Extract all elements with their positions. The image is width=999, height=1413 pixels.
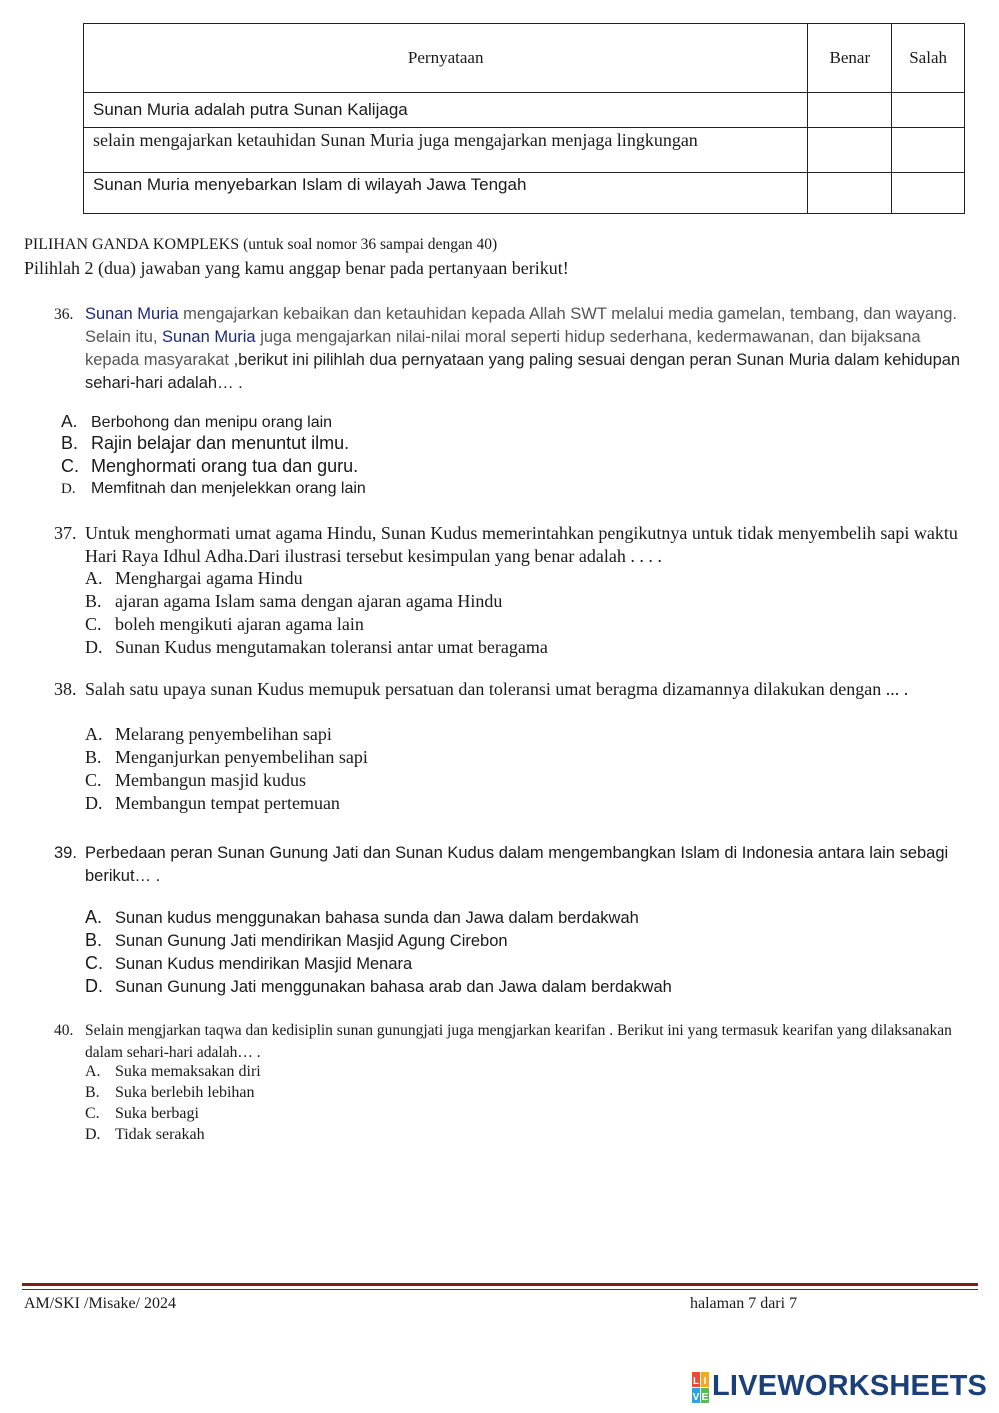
option-text: Sunan kudus menggunakan bahasa sunda dan Jawa dalam berdakwah — [115, 909, 639, 927]
logo-letter: L — [692, 1376, 700, 1387]
option-text: Membangun masjid kudus — [115, 770, 306, 790]
option-text: Sunan Kudus mengutamakan toleransi antar umat beragama — [115, 637, 548, 657]
option-letter: C. — [61, 456, 79, 476]
option-c[interactable] — [85, 953, 412, 974]
brand-name[interactable]: LIVEWORKSHEETS — [712, 1370, 988, 1402]
text-part: juga mengajarkan nilai-nilai moral seperti hidup sederhana, kedermawanan, dan bijaksana kepada masyarakat — [85, 328, 921, 369]
option-a[interactable] — [61, 411, 332, 432]
option-letter: B. — [61, 433, 79, 453]
option-a[interactable] — [85, 568, 303, 589]
option-text: Membangun tempat pertemuan — [115, 793, 340, 813]
option-letter: D. — [85, 976, 103, 996]
option-b[interactable] — [85, 930, 508, 951]
statement-text: Sunan Muria adalah putra Sunan Kalijaga — [84, 93, 808, 128]
option-text: Suka berlebih lebihan — [115, 1084, 255, 1101]
question-text: Perbedaan peran Sunan Gunung Jati dan Sunan Kudus dalam mengembangkan Islam di Indonesia antara lain sebagi berikut… . — [85, 844, 949, 885]
question-36 — [54, 303, 976, 395]
option-text: ajaran agama Islam sama dengan ajaran agama Hindu — [115, 591, 503, 611]
question-number: 37. — [54, 523, 77, 543]
option-text: Menganjurkan penyembelihan sapi — [115, 747, 368, 767]
option-letter: A. — [85, 907, 103, 927]
option-a[interactable] — [85, 724, 332, 745]
option-b[interactable] — [85, 747, 368, 768]
option-letter: A. — [85, 568, 103, 588]
liveworksheets-logo-icon — [692, 1372, 710, 1404]
statement-text: selain mengajarkan ketauhidan Sunan Muria juga mengajarkan menjaga lingkungan — [84, 128, 808, 173]
option-text: Berbohong dan menipu orang lain — [91, 414, 333, 431]
option-d[interactable] — [85, 1126, 205, 1144]
option-d[interactable] — [61, 480, 366, 498]
answer-false-cell[interactable] — [892, 128, 965, 173]
footer-code: AM/SKI /Misake/ 2024 — [24, 1295, 176, 1312]
option-text: Rajin belajar dan menuntut ilmu. — [91, 433, 350, 453]
option-letter: A. — [85, 724, 103, 744]
question-number: 40. — [54, 1022, 74, 1039]
table-row — [84, 173, 965, 214]
logo-letter: E — [701, 1392, 709, 1403]
option-letter: C. — [85, 1105, 100, 1122]
option-b[interactable] — [61, 433, 349, 454]
option-d[interactable] — [85, 793, 340, 814]
option-letter: B. — [85, 591, 102, 611]
option-c[interactable] — [85, 1105, 199, 1123]
statement-text: Sunan Muria menyebarkan Islam di wilayah Jawa Tengah — [84, 173, 808, 214]
option-letter: D. — [85, 1126, 101, 1143]
option-c[interactable] — [85, 614, 364, 635]
header-statement: Pernyataan — [84, 24, 808, 93]
statement-table — [83, 23, 965, 214]
question-number: 39. — [54, 844, 77, 862]
option-letter: B. — [85, 747, 102, 767]
option-b[interactable] — [85, 1084, 255, 1102]
question-text — [85, 303, 976, 395]
option-text: Sunan Gunung Jati menggunakan bahasa arab dan Jawa dalam berdakwah — [115, 978, 672, 996]
option-d[interactable] — [85, 976, 672, 997]
option-text: boleh mengikuti ajaran agama lain — [115, 614, 364, 634]
question-number: 36. — [54, 306, 74, 323]
table-row — [84, 93, 965, 128]
text-part: mengajarkan kebaikan dan ketauhidan kepada Allah SWT melalui media gamelan, tembang, dan wayang. Selain itu, — [85, 305, 958, 346]
option-text: Menghormati orang tua dan guru. — [91, 456, 359, 476]
option-letter: B. — [85, 1084, 100, 1101]
header-true: Benar — [808, 24, 892, 93]
footer-rule-thin — [22, 1289, 978, 1290]
option-text: Sunan Gunung Jati mendirikan Masjid Agung Cirebon — [115, 932, 508, 950]
answer-false-cell[interactable] — [892, 173, 965, 214]
option-c[interactable] — [85, 770, 306, 791]
question-text: Selain mengjarkan taqwa dan kedisiplin sunan gunungjati juga mengjarkan kearifan . Berikut ini yang termasuk kearifan yang dilaksanakan dalam sehari-hari adalah… . — [85, 1022, 952, 1061]
option-letter: C. — [85, 614, 102, 634]
question-text: Salah satu upaya sunan Kudus memupuk persatuan dan toleransi umat beragma dizamannya dilakukan dengan ... . — [85, 679, 909, 699]
footer-page-number: halaman 7 dari 7 — [690, 1295, 798, 1312]
option-text: Memfitnah dan menjelekkan orang lain — [91, 480, 366, 497]
option-b[interactable] — [85, 591, 502, 612]
option-letter: C. — [85, 953, 103, 973]
option-text: Suka berbagi — [115, 1105, 199, 1122]
option-text: Melarang penyembelihan sapi — [115, 724, 332, 744]
logo-letter: V — [692, 1392, 700, 1403]
header-false: Salah — [892, 24, 965, 93]
section-heading-note: (untuk soal nomor 36 sampai dengan 40) — [243, 236, 498, 253]
question-text: Untuk menghormati umat agama Hindu, Sunan Kudus memerintahkan pengikutnya untuk tidak menyembelih sapi waktu Hari Raya Idhul Adha.Dari ilustrasi tersebut kesimpulan yang benar adalah . . . . — [85, 523, 958, 566]
text-part: ,berikut ini pilihlah dua pernyataan yang paling sesuai dengan peran Sunan Muria dalam kehidupan sehari-hari adalah… . — [85, 351, 961, 392]
footer-rule — [22, 1283, 978, 1286]
option-a[interactable] — [85, 907, 639, 928]
option-text: Menghargai agama Hindu — [115, 568, 303, 588]
logo-letter: I — [703, 1376, 707, 1387]
answer-true-cell[interactable] — [808, 128, 892, 173]
option-d[interactable] — [85, 637, 548, 658]
question-39 — [54, 842, 976, 888]
highlight-name: Sunan Muria — [85, 305, 179, 323]
highlight-name: Sunan Muria — [162, 328, 256, 346]
option-letter: A. — [85, 1063, 101, 1080]
section-heading-main: PILIHAN GANDA KOMPLEKS — [24, 236, 240, 253]
question-number: 38. — [54, 679, 77, 699]
question-37 — [54, 522, 976, 568]
option-letter: C. — [85, 770, 102, 790]
option-a[interactable] — [85, 1063, 261, 1081]
section-instruction: Pilihlah 2 (dua) jawaban yang kamu anggap benar pada pertanyaan berikut! — [24, 258, 569, 278]
option-text: Suka memaksakan diri — [115, 1063, 261, 1080]
answer-true-cell[interactable] — [808, 93, 892, 128]
answer-true-cell[interactable] — [808, 173, 892, 214]
option-letter: D. — [61, 481, 76, 497]
option-text: Sunan Kudus mendirikan Masjid Menara — [115, 955, 413, 973]
option-letter: A. — [61, 411, 78, 431]
table-header-row — [84, 24, 965, 93]
option-text: Tidak serakah — [115, 1126, 205, 1143]
answer-false-cell[interactable] — [892, 93, 965, 128]
option-c[interactable] — [61, 456, 358, 477]
question-38 — [54, 678, 976, 701]
option-letter: D. — [85, 637, 103, 657]
option-letter: D. — [85, 793, 103, 813]
option-letter: B. — [85, 930, 103, 950]
question-40 — [54, 1020, 976, 1063]
section-heading — [24, 236, 497, 254]
table-row — [84, 128, 965, 173]
